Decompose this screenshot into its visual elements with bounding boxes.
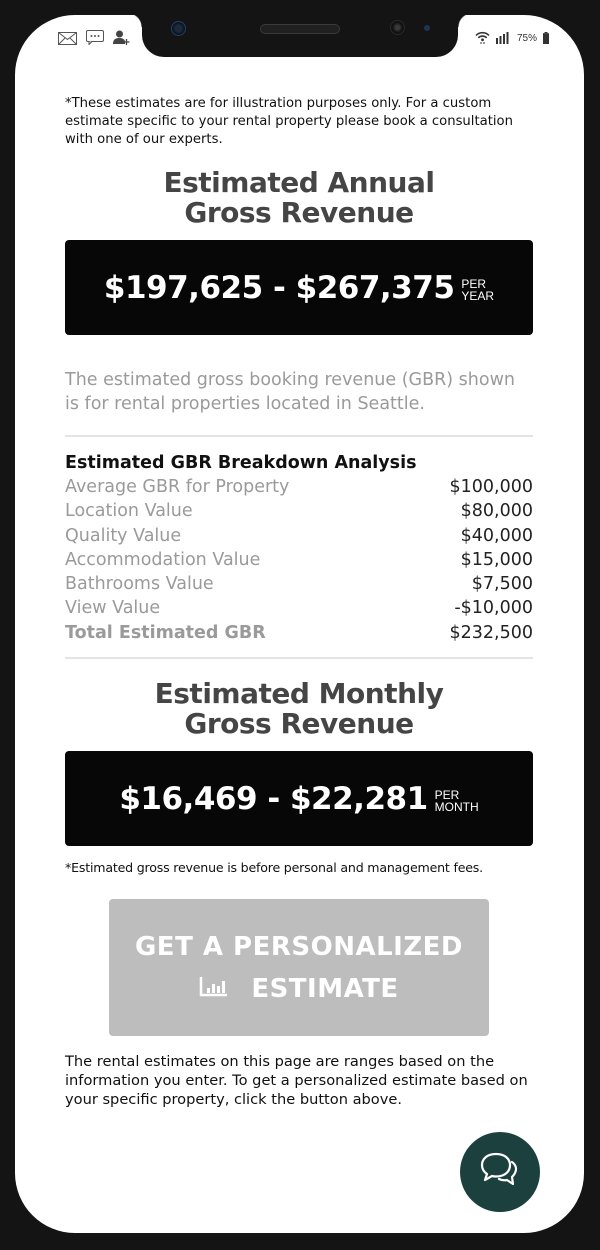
bar-chart-icon bbox=[199, 968, 229, 1010]
row-value: $100,000 bbox=[449, 477, 533, 497]
divider bbox=[65, 657, 533, 659]
monthly-price-box bbox=[65, 751, 533, 846]
monthly-title-line2: Gross Revenue bbox=[184, 707, 414, 741]
monthly-unit-line2: MONTH bbox=[434, 799, 479, 814]
phone-screen bbox=[15, 15, 584, 1233]
chat-bubbles-icon bbox=[478, 1148, 522, 1196]
monthly-unit bbox=[435, 789, 479, 813]
row-label: Average GBR for Property bbox=[65, 477, 290, 497]
fee-note: *Estimated gross revenue is before personal and management fees. bbox=[65, 860, 483, 876]
row-value: $80,000 bbox=[460, 501, 533, 522]
row-label: Bathrooms Value bbox=[65, 574, 214, 595]
monthly-title bbox=[65, 679, 533, 739]
breakdown-section bbox=[65, 451, 533, 645]
phone-notch bbox=[142, 15, 458, 57]
monthly-unit-line1: PER bbox=[434, 787, 460, 802]
breakdown-row bbox=[65, 499, 533, 523]
annual-price-box bbox=[65, 240, 533, 335]
breakdown-row bbox=[65, 572, 533, 596]
breakdown-row bbox=[65, 596, 533, 620]
camera-lens-icon bbox=[390, 20, 405, 35]
battery-icon bbox=[543, 29, 549, 48]
row-label: Total Estimated GBR bbox=[65, 622, 266, 643]
row-value: $7,500 bbox=[471, 574, 533, 595]
message-icon bbox=[86, 30, 104, 49]
annual-unit-line1: PER bbox=[461, 276, 487, 291]
breakdown-total-row bbox=[65, 621, 533, 645]
disclaimer-text: *These estimates are for illustration purposes only. For a custom estimate specific to your rental property please book a consultation with one of our experts. bbox=[65, 96, 513, 147]
row-value: $15,000 bbox=[460, 549, 533, 570]
row-label: Quality Value bbox=[65, 525, 182, 546]
row-label: Accommodation Value bbox=[65, 549, 261, 570]
wifi-icon bbox=[475, 29, 490, 48]
mail-icon bbox=[58, 30, 77, 49]
annual-range: $197,625 - $267,375 bbox=[103, 269, 455, 306]
annual-unit-line2: YEAR bbox=[461, 288, 495, 303]
row-value: $232,500 bbox=[449, 622, 533, 643]
annual-title bbox=[65, 168, 533, 228]
breakdown-row bbox=[65, 524, 533, 548]
breakdown-row bbox=[65, 548, 533, 572]
divider bbox=[65, 435, 533, 437]
battery-percent: 75% bbox=[516, 33, 537, 44]
breakdown-title: Estimated GBR Breakdown Analysis bbox=[65, 453, 417, 473]
row-value: $40,000 bbox=[460, 525, 533, 546]
status-bar-right bbox=[475, 29, 549, 48]
row-label: Location Value bbox=[65, 501, 193, 522]
monthly-range: $16,469 - $22,281 bbox=[119, 780, 428, 817]
chat-button[interactable] bbox=[460, 1132, 540, 1212]
estimate-content bbox=[65, 95, 533, 1109]
cta-line1: GET A PERSONALIZED bbox=[134, 931, 464, 962]
add-contact-icon bbox=[113, 30, 130, 49]
signal-icon bbox=[496, 29, 511, 48]
row-label: View Value bbox=[65, 598, 161, 619]
cta-line2 bbox=[199, 968, 398, 1010]
get-personalized-estimate-button[interactable] bbox=[109, 899, 489, 1036]
sensor-icon bbox=[424, 25, 430, 31]
annual-title-line2: Gross Revenue bbox=[184, 196, 414, 229]
front-camera-icon bbox=[171, 21, 186, 36]
bottom-explanation: The rental estimates on this page are ranges based on the information you enter. To get a personalized estimate based on your specific property, click the button above. bbox=[65, 1053, 528, 1109]
speaker-grille-icon bbox=[260, 24, 340, 34]
annual-title-line1: Estimated Annual bbox=[163, 166, 435, 199]
cta-line2-text: ESTIMATE bbox=[251, 973, 399, 1004]
status-bar-left bbox=[58, 30, 130, 49]
row-value: -$10,000 bbox=[454, 598, 533, 619]
annual-unit bbox=[461, 278, 494, 302]
breakdown-row bbox=[65, 475, 533, 499]
monthly-title-line1: Estimated Monthly bbox=[154, 677, 444, 711]
gbr-location-note: The estimated gross booking revenue (GBR) shown is for rental properties located in Seattle. bbox=[65, 370, 515, 414]
